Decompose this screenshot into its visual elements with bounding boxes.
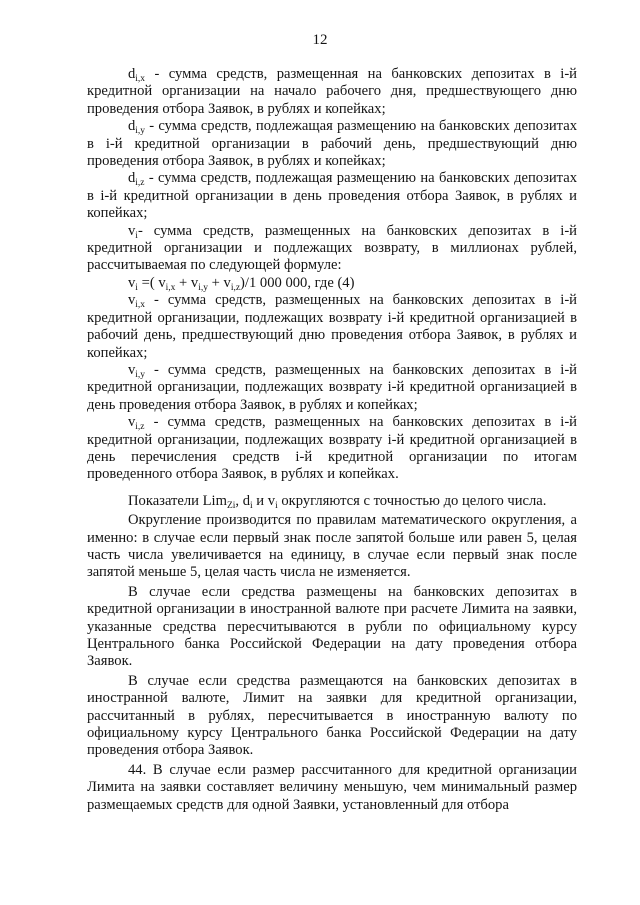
definition-d-iy: $d_{i,y}$ - сумма средств, подлежащая размещению на банковских депозитах в i-й кредитной организации в рабочий день, предшествующий дню проведения отбора Заявок, в рублях и копейках; bbox=[87, 118, 577, 170]
definition-v-iz: $v_{i,z}$ - сумма средств, размещенных на банковских депозитах в i-й кредитной организации, подлежащих возврату i-й кредитной организацией в день перечисления средств i-й кредитной организации по итогам проведенного отбора Заявок, в рублях и копейках. bbox=[87, 414, 577, 483]
paragraph-foreign-currency-placed: В случае если средства размещены на банковских депозитах в кредитной организации в иностранной валюте при расчете Лимита на заявки, указанные средства пересчитываются в рубли по официальному курсу Центрального банка Российской Федерации на дату проведения отбора Заявок. bbox=[87, 583, 577, 670]
rounding-note: Показатели Lim$_{Zi}$, $d_i$ и $v_i$ округляются с точностью до целого числа. bbox=[128, 492, 547, 511]
definition-v-ix: $v_{i,x}$ - сумма средств, размещенных на банковских депозитах в i-й кредитной организации, подлежащих возврату i-й кредитной организацией в рабочий день, предшествующий дню проведения отбора Заявок, в рублях и копейках; bbox=[87, 292, 577, 361]
definition-v-iy: $v_{i,y}$ - сумма средств, размещенных на банковских депозитах в i-й кредитной организации, подлежащих возврату i-й кредитной организацией в день проведения отбора Заявок, в рублях и копейках; bbox=[87, 361, 577, 413]
paragraph-foreign-currency-placing: В случае если средства размещаются на банковских депозитах в иностранной валюте, Лимит на заявки для кредитной организации, рассчитанный в рублях, пересчитывается в иностранную валюту по официальному курсу Центрального банка Российской Федерации на дату проведения отбора Заявок. bbox=[87, 672, 577, 759]
page-number: 12 bbox=[312, 32, 328, 48]
definition-d-ix: $d_{i,x}$ - сумма средств, размещенная на банковских депозитах в i-й кредитной организации на начало рабочего дня, предшествующего дню проведения отбора Заявок, в рублях и копейках; bbox=[87, 66, 577, 117]
document-body bbox=[87, 66, 577, 814]
definition-d-iz: $d_{i,z}$ - сумма средств, подлежащая размещению на банковских депозитах в i-й кредитной организации в день проведения отбора Заявок, в рублях и копейках; bbox=[87, 170, 577, 222]
paragraph-44: 44. В случае если размер рассчитанного для кредитной организации Лимита на заявки составляет величину меньшую, чем минимальный размер размещаемых средств для одной Заявки, установленный для отбора bbox=[87, 761, 577, 813]
paragraph-rounding-rules: Округление производится по правилам математического округления, а именно: в случае если первый знак после запятой больше или равен 5, целая часть числа увеличивается на единицу, в случае если первый знак после запятой меньше 5, целая часть числа не изменяется. bbox=[87, 512, 577, 581]
formula-4: $v_i$ =( $v_{i,x} + v_{i,y} + v_{i,z})/1$ 000 000, где (4) bbox=[128, 274, 355, 293]
definition-v-i: $v_i-$ сумма средств, размещенных на банковских депозитах в i-й кредитной организации и подлежащих возврату, в миллионах рублей, рассчитываемая по следующей формуле: bbox=[87, 222, 577, 274]
